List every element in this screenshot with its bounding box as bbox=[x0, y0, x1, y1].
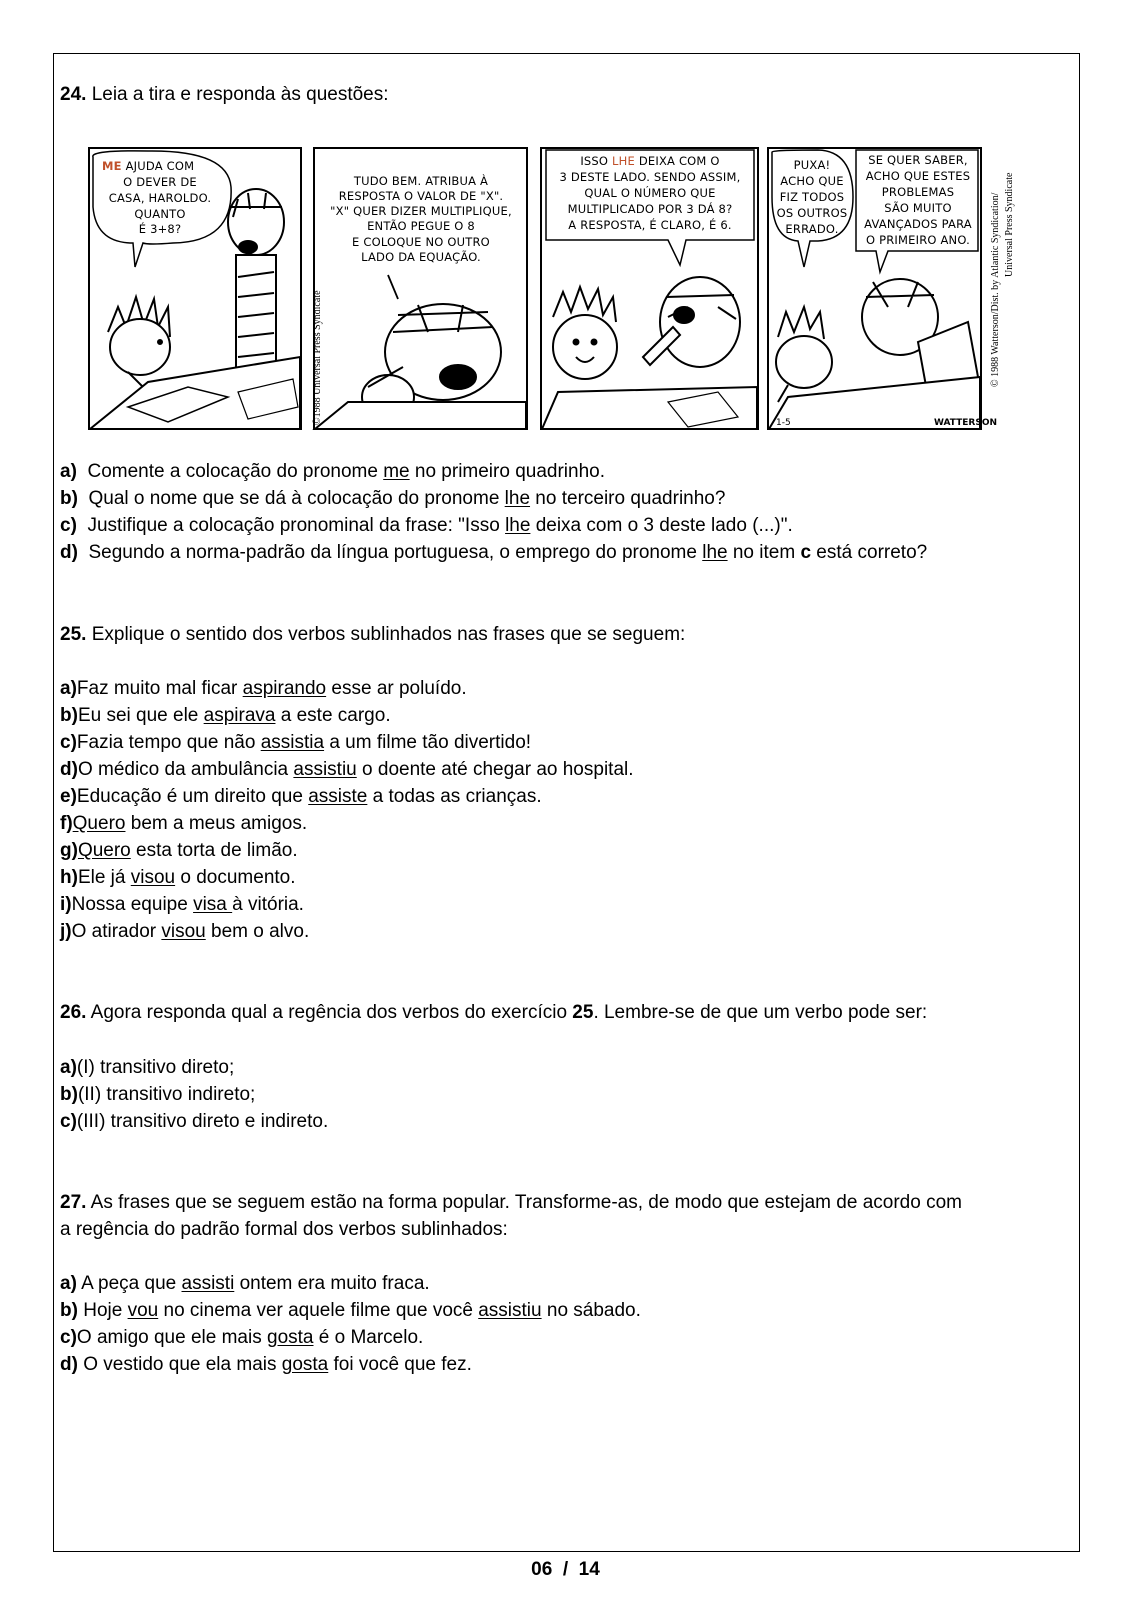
q26-item-b: b)(II) transitivo indireto; bbox=[60, 1084, 256, 1105]
svg-text:ACHO QUE: ACHO QUE bbox=[780, 174, 844, 188]
svg-text:ERRADO.: ERRADO. bbox=[785, 222, 839, 236]
q24-item-d: d) Segundo a norma-padrão da língua portuguesa, o emprego do pronome lhe no item c está correto? bbox=[60, 542, 928, 563]
q24-heading: 24. Leia a tira e responda às questões: bbox=[60, 84, 389, 105]
q26-item-a: a)(I) transitivo direto; bbox=[60, 1057, 235, 1078]
panel-2-content bbox=[315, 173, 526, 429]
svg-text:PUXA!: PUXA! bbox=[793, 158, 831, 172]
svg-text:E COLOQUE NO OUTRO: E COLOQUE NO OUTRO bbox=[352, 235, 490, 249]
svg-text:OS OUTROS: OS OUTROS bbox=[776, 206, 848, 220]
svg-text:ME AJUDA COM: ME AJUDA COM bbox=[102, 159, 195, 173]
svg-text:1-5: 1-5 bbox=[776, 418, 791, 428]
svg-text:WATTERSON: WATTERSON bbox=[934, 418, 998, 428]
svg-text:ISSO LHE DEIXA COM O: ISSO LHE DEIXA COM O bbox=[580, 154, 720, 168]
svg-text:É 3+8?: É 3+8? bbox=[138, 222, 182, 236]
svg-text:3 DESTE LADO. SENDO ASSIM,: 3 DESTE LADO. SENDO ASSIM, bbox=[559, 170, 741, 184]
svg-text:RESPOSTA O VALOR DE "X".: RESPOSTA O VALOR DE "X". bbox=[338, 189, 504, 203]
q25-item-e: e)Educação é um direito que assiste a todas as crianças. bbox=[60, 786, 542, 807]
svg-text:FIZ TODOS: FIZ TODOS bbox=[779, 190, 845, 204]
svg-text:TUDO BEM. ATRIBUA À: TUDO BEM. ATRIBUA À bbox=[353, 174, 489, 188]
hobbes-pencil bbox=[643, 277, 740, 367]
q25-heading: 25. Explique o sentido dos verbos sublinhados nas frases que se seguem: bbox=[60, 624, 686, 645]
svg-text:O PRIMEIRO ANO.: O PRIMEIRO ANO. bbox=[865, 233, 971, 247]
svg-text:O DEVER DE: O DEVER DE bbox=[123, 175, 197, 189]
q27-item-d: d) O vestido que ela mais gosta foi você que fez. bbox=[60, 1354, 472, 1375]
q27-heading: 27. As frases que se seguem estão na forma popular. Transforme-as, de modo que estejam de acordo com bbox=[60, 1192, 962, 1213]
svg-text:ACHO QUE ESTES: ACHO QUE ESTES bbox=[865, 169, 971, 183]
q27-heading-line2: a regência do padrão formal dos verbos sublinhados: bbox=[60, 1219, 508, 1240]
q27-item-c: c)O amigo que ele mais gosta é o Marcelo. bbox=[60, 1327, 424, 1348]
q25-item-h: h)Ele já visou o documento. bbox=[60, 867, 296, 888]
svg-text:ENTÃO PEGUE O 8: ENTÃO PEGUE O 8 bbox=[367, 219, 475, 233]
svg-text:"X" QUER DIZER MULTIPLIQUE,: "X" QUER DIZER MULTIPLIQUE, bbox=[330, 204, 512, 218]
calvin-figure bbox=[108, 297, 178, 392]
svg-text:CASA, HAROLDO.: CASA, HAROLDO. bbox=[108, 191, 212, 205]
svg-text:©1988 Universal Press Syndicat: ©1988 Universal Press Syndicate bbox=[312, 290, 323, 425]
q25-item-g: g)Quero esta torta de limão. bbox=[60, 840, 298, 861]
calvin-smiling bbox=[553, 287, 617, 379]
svg-text:A RESPOSTA, É CLARO, É 6.: A RESPOSTA, É CLARO, É 6. bbox=[568, 218, 732, 232]
svg-text:QUAL O NÚMERO QUE: QUAL O NÚMERO QUE bbox=[584, 186, 716, 200]
svg-text:SÃO MUITO: SÃO MUITO bbox=[884, 201, 952, 215]
copyright-line-2: Universal Press Syndicate bbox=[1004, 172, 1015, 277]
svg-text:PROBLEMAS: PROBLEMAS bbox=[881, 185, 955, 199]
q25-item-f: f)Quero bem a meus amigos. bbox=[60, 813, 308, 834]
q25-item-c: c)Fazia tempo que não assistia a um filme tão divertido! bbox=[60, 732, 532, 753]
copyright-line-1: © 1988 Watterson/Dist. by Atlantic Syndication/ bbox=[990, 192, 1001, 387]
q26-item-c: c)(III) transitivo direto e indireto. bbox=[60, 1111, 329, 1132]
q27-item-a: a) A peça que assisti ontem era muito fraca. bbox=[60, 1273, 430, 1294]
page-number: 06 / 14 bbox=[531, 1559, 600, 1580]
q25-item-a: a)Faz muito mal ficar aspirando esse ar poluído. bbox=[60, 678, 467, 699]
q24-item-a: a) Comente a colocação do pronome me no primeiro quadrinho. bbox=[60, 461, 605, 482]
q24-item-b: b) Qual o nome que se dá à colocação do pronome lhe no terceiro quadrinho? bbox=[60, 488, 726, 509]
panel-1-content bbox=[90, 151, 323, 429]
q25-item-d: d)O médico da ambulância assistiu o doente até chegar ao hospital. bbox=[60, 759, 634, 780]
svg-text:MULTIPLICADO POR 3 DÁ 8?: MULTIPLICADO POR 3 DÁ 8? bbox=[567, 202, 733, 216]
svg-text:QUANTO: QUANTO bbox=[134, 207, 186, 221]
panel-4-content bbox=[769, 150, 997, 429]
q25-item-j: j)O atirador visou bem o alvo. bbox=[60, 921, 310, 942]
svg-text:AVANÇADOS PARA: AVANÇADOS PARA bbox=[864, 217, 972, 231]
svg-text:SE QUER SABER,: SE QUER SABER, bbox=[868, 153, 968, 167]
q25-item-b: b)Eu sei que ele aspirava a este cargo. bbox=[60, 705, 391, 726]
comic-strip bbox=[88, 147, 1046, 440]
q26-heading: 26. Agora responda qual a regência dos verbos do exercício 25. Lembre-se de que um verbo pode ser: bbox=[60, 1002, 928, 1023]
q27-item-b: b) Hoje vou no cinema ver aquele filme que você assistiu no sábado. bbox=[60, 1300, 641, 1321]
calvin-worried bbox=[776, 307, 832, 402]
svg-text:LADO DA EQUAÇÃO.: LADO DA EQUAÇÃO. bbox=[361, 250, 481, 264]
panel-3-content bbox=[542, 150, 757, 429]
hobbes-figure bbox=[228, 189, 284, 375]
q25-item-i: i)Nossa equipe visa à vitória. bbox=[60, 894, 304, 915]
q24-item-c: c) Justifique a colocação pronominal da frase: "Isso lhe deixa com o 3 deste lado (...)". bbox=[60, 515, 793, 536]
